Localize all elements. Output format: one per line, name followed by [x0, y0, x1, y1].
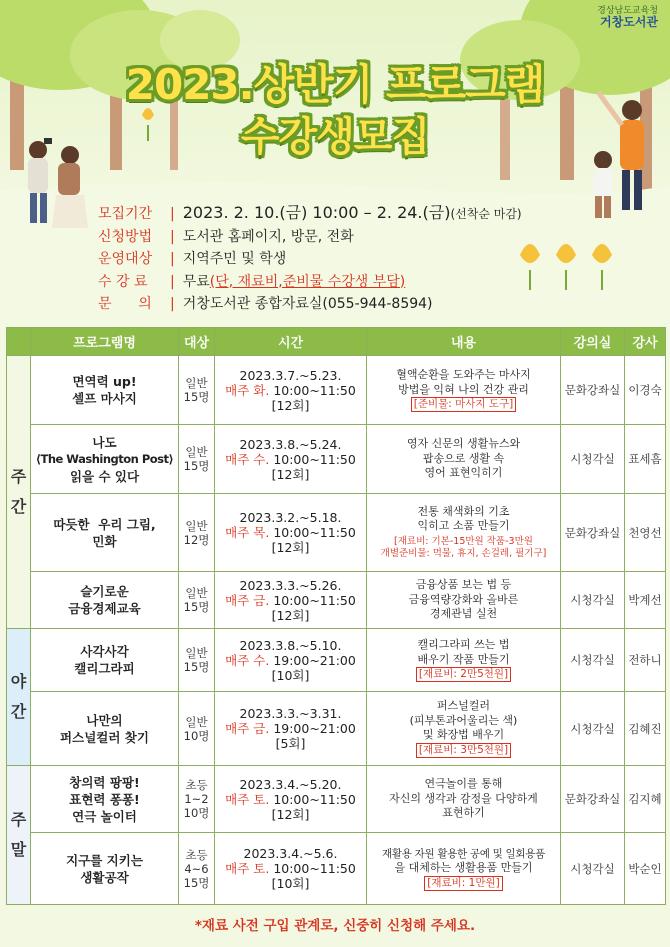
program-name: 슬기로운 금융경제교육 — [31, 572, 179, 629]
program-content: 퍼스널컬러 (피부톤과어울리는 색) 및 화장법 배우기 [재료비: 3만5천원] — [367, 692, 561, 766]
info-row-contact: 문 의 | 거창도서관 종합자료실(055-944-8594) — [98, 293, 522, 316]
table-row — [7, 494, 666, 572]
info-label: 수 강 료 — [98, 273, 148, 290]
header-room: 강의실 — [561, 328, 625, 356]
header-time: 시간 — [215, 328, 367, 356]
info-label: 문 의 — [98, 296, 152, 312]
office-name: 경상남도교육청 — [597, 6, 658, 16]
program-target: 일반 12명 — [179, 494, 215, 572]
program-name: 사각사각 캘리그라피 — [31, 629, 179, 692]
table-row — [7, 692, 666, 766]
page-subtitle: 수강생모집 — [240, 114, 430, 160]
info-value: 도서관 홈페이지, 방문, 전화 — [182, 228, 354, 245]
program-instructor: 표세흠 — [625, 425, 666, 494]
organization-logo — [597, 6, 658, 28]
program-room: 문화강좌실 — [561, 494, 625, 572]
info-note: (단, 재료비,준비물 수강생 부담) — [209, 273, 406, 290]
recruitment-info — [98, 202, 522, 316]
program-instructor: 김지혜 — [625, 766, 666, 833]
program-target: 일반 15명 — [179, 425, 215, 494]
program-content: 영자 신문의 생활뉴스와 팝송으로 생활 속 영어 표현익히기 — [367, 425, 561, 494]
program-room: 시청각실 — [561, 629, 625, 692]
page-title: 2023.상반기 프로그램 — [125, 60, 545, 109]
program-name: 창의력 팡팡! 표현력 퐁퐁! 연극 놀이터 — [31, 766, 179, 833]
library-name: 거창도서관 — [600, 15, 658, 29]
program-name: 따듯한 우리 그림, 민화 — [31, 494, 179, 572]
program-target: 일반 15명 — [179, 356, 215, 425]
header-target: 대상 — [179, 328, 215, 356]
section-weekend: 주 말 — [7, 766, 31, 905]
table-row — [7, 629, 666, 692]
program-room: 시청각실 — [561, 692, 625, 766]
table-row — [7, 833, 666, 905]
program-target: 일반 15명 — [179, 629, 215, 692]
header-content: 내용 — [367, 328, 561, 356]
info-value: 지역주민 및 학생 — [182, 251, 287, 267]
table-row — [7, 766, 666, 833]
info-row-target: 운영대상 | 지역주민 및 학생 — [98, 248, 522, 271]
program-target: 일반 10명 — [179, 692, 215, 766]
info-value: 무료 — [182, 273, 210, 290]
program-time: 2023.3.4.~5.6. 매주 토. 10:00~11:50 [10회] — [215, 833, 367, 905]
program-name: 나도 ⟨The Washington Post⟩ 읽을 수 있다 — [31, 425, 179, 494]
program-time: 2023.3.7.~5.23. 매주 화. 10:00~11:50 [12회] — [215, 356, 367, 425]
info-label: 운영대상 — [98, 251, 153, 267]
info-label: 신청방법 — [98, 228, 153, 245]
header-instructor: 강사 — [625, 328, 666, 356]
table-row — [7, 572, 666, 629]
program-instructor: 전하니 — [625, 629, 666, 692]
program-time: 2023.3.3.~5.26. 매주 금. 10:00~11:50 [12회] — [215, 572, 367, 629]
program-content: 재활용 자원 활용한 공예 및 일회용품 을 대체하는 생활용품 만들기 [재료비: 1만원] — [367, 833, 561, 905]
info-row-method: 신청방법 | 도서관 홈페이지, 방문, 전화 — [98, 226, 522, 249]
program-room: 시청각실 — [561, 833, 625, 905]
header-blank — [7, 328, 31, 356]
program-content: 캘리그라피 쓰는 법 배우기 작품 만들기 [재료비: 2만5천원] — [367, 629, 561, 692]
program-room: 시청각실 — [561, 425, 625, 494]
program-time: 2023.3.4.~5.20. 매주 토. 10:00~11:50 [12회] — [215, 766, 367, 833]
program-name: 나만의 퍼스널컬러 찾기 — [31, 692, 179, 766]
program-time: 2023.3.8.~5.10. 매주 수. 19:00~21:00 [10회] — [215, 629, 367, 692]
program-room: 시청각실 — [561, 572, 625, 629]
program-target: 초등 1~2 10명 — [179, 766, 215, 833]
program-time: 2023.3.8.~5.24. 매주 수. 10:00~11:50 [12회] — [215, 425, 367, 494]
table-row — [7, 425, 666, 494]
info-value: 2023. 2. 10.(금) 10:00 – 2. 24.(금) — [182, 203, 451, 222]
program-room: 문화강좌실 — [561, 766, 625, 833]
footnote: *재료 사전 구입 관계로, 신중히 신청해 주세요. — [194, 918, 476, 934]
info-row-fee: 수 강 료 | 무료 (단, 재료비,준비물 수강생 부담) — [98, 271, 522, 294]
program-table — [6, 327, 665, 905]
info-note: (선착순 마감) — [450, 207, 522, 221]
section-evening: 야 간 — [7, 629, 31, 766]
program-target: 일반 15명 — [179, 572, 215, 629]
program-name: 면역력 up! 셀프 마사지 — [31, 356, 179, 425]
program-time: 2023.3.3.~3.31. 매주 금. 19:00~21:00 [5회] — [215, 692, 367, 766]
program-content: 전통 채색화의 기초 익히고 소품 만들기 [재료비: 기본-15만원 작품-3만원 개별준비물: 먹물, 휴지, 손걸레, 필기구] — [367, 494, 561, 572]
info-value: 거창도서관 종합자료실(055-944-8594) — [182, 296, 433, 312]
info-row-period: 모집기간 | 2023. 2. 10.(금) 10:00 – 2. 24.(금) (선착순 마감) — [98, 202, 522, 226]
program-instructor: 김혜진 — [625, 692, 666, 766]
section-daytime: 주 간 — [7, 356, 31, 629]
program-target: 초등 4~6 15명 — [179, 833, 215, 905]
table-header-row — [7, 328, 666, 356]
program-room: 문화강좌실 — [561, 356, 625, 425]
program-name: 지구를 지키는 생활공작 — [31, 833, 179, 905]
program-instructor: 박계선 — [625, 572, 666, 629]
program-instructor: 박순인 — [625, 833, 666, 905]
program-time: 2023.3.2.~5.18. 매주 목. 10:00~11:50 [12회] — [215, 494, 367, 572]
program-content: 연극놀이를 통해 자신의 생각과 감정을 다양하게 표현하기 — [367, 766, 561, 833]
header-program: 프로그램명 — [31, 328, 179, 356]
program-instructor: 이경숙 — [625, 356, 666, 425]
program-instructor: 천영선 — [625, 494, 666, 572]
program-content: 혈액순환을 도와주는 마사지 방법을 익혀 나의 건강 관리 [준비물: 마사지 도구] — [367, 356, 561, 425]
program-content: 금융상품 보는 법 등 금융역량강화와 올바른 경제관념 실천 — [367, 572, 561, 629]
info-label: 모집기간 — [98, 206, 153, 222]
table-row — [7, 356, 666, 425]
